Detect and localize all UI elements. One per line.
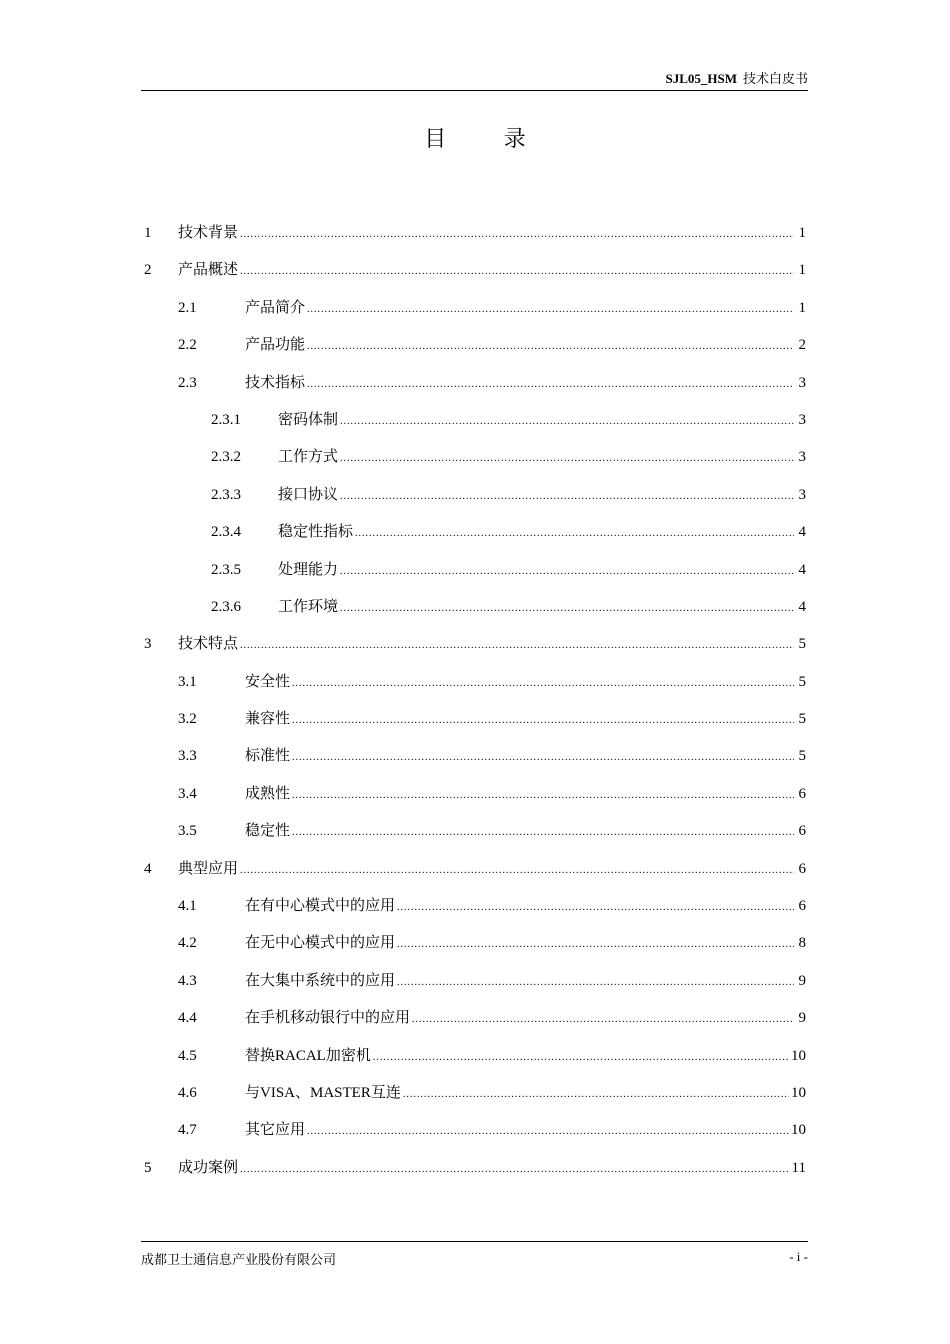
footer-company: 成都卫士通信息产业股份有限公司 — [141, 1252, 337, 1267]
toc-entry-label: 成功案例 — [178, 1159, 239, 1176]
toc-entry-label: 产品简介 — [245, 299, 306, 316]
toc-entry-leader — [307, 304, 794, 315]
toc-entry-page: 4 — [798, 598, 806, 615]
toc-entry-page: 9 — [798, 1010, 806, 1027]
toc-entry-label: 接口协议 — [278, 486, 339, 503]
toc-entry-label: 技术指标 — [245, 374, 306, 391]
toc-entry-page: 8 — [798, 935, 806, 952]
toc-entry-leader — [340, 603, 794, 614]
toc-entry[interactable] — [144, 670, 806, 707]
toc-entry-label: 在有中心模式中的应用 — [245, 898, 396, 915]
toc-entry-number: 3.3 — [178, 748, 197, 765]
toc-entry-number: 2.3 — [178, 374, 197, 391]
toc-entry-number: 1 — [144, 225, 152, 241]
toc-entry[interactable] — [144, 333, 806, 370]
toc-entry[interactable] — [144, 1044, 806, 1081]
toc-entry-label: 工作环境 — [278, 598, 339, 615]
toc-entry[interactable] — [144, 558, 806, 595]
toc-entry-page: 4 — [798, 561, 806, 578]
header-doc-title: 技术白皮书 — [742, 71, 808, 86]
toc-entry-page: 6 — [798, 860, 806, 877]
page-footer — [141, 1241, 808, 1268]
toc-entry-label: 技术特点 — [178, 636, 239, 653]
toc-entry-number: 3.5 — [178, 823, 197, 840]
toc-entry-label: 在大集中系统中的应用 — [245, 972, 396, 989]
toc-entry-page: 9 — [798, 972, 806, 989]
toc-entry[interactable] — [144, 931, 806, 968]
toc-entry[interactable] — [144, 520, 806, 557]
toc-entry-leader — [292, 752, 794, 763]
toc-entry-number: 4.2 — [178, 935, 197, 952]
toc-entry-leader — [373, 1052, 789, 1063]
toc-entry[interactable] — [144, 744, 806, 781]
toc-entry-leader — [397, 939, 794, 950]
toc-entry[interactable] — [144, 782, 806, 819]
toc-entry-label: 安全性 — [245, 673, 291, 690]
toc-entry[interactable] — [144, 595, 806, 632]
toc-entry-leader — [397, 977, 794, 988]
toc-entry-label: 稳定性指标 — [278, 524, 354, 541]
toc-entry-page: 2 — [798, 337, 806, 354]
toc-entry-page: 3 — [798, 374, 806, 391]
toc-entry-leader — [412, 1014, 794, 1025]
toc-entry[interactable] — [144, 1081, 806, 1118]
toc-entry-leader — [307, 1126, 789, 1137]
toc-entry-number: 4 — [144, 860, 152, 877]
toc-entry-leader — [292, 678, 794, 689]
toc-entry-leader — [240, 229, 794, 240]
toc-entry-leader — [340, 416, 794, 427]
toc-entry-number: 4.5 — [178, 1047, 197, 1064]
toc-entry-page: 3 — [798, 411, 806, 428]
toc-entry[interactable] — [144, 632, 806, 669]
toc-entry-leader — [240, 1164, 790, 1175]
toc-entry[interactable] — [144, 1156, 806, 1193]
toc-entry-number: 4.4 — [178, 1010, 197, 1027]
toc-entry-page: 4 — [798, 524, 806, 541]
toc-entry-page: 1 — [798, 299, 806, 316]
toc-entry[interactable] — [144, 707, 806, 744]
toc-entry-number: 4.1 — [178, 898, 197, 915]
toc-entry-page: 3 — [798, 486, 806, 503]
toc-entry-number: 4.7 — [178, 1122, 197, 1139]
toc-entry-leader — [397, 902, 794, 913]
toc-entry-number: 2.1 — [178, 299, 197, 316]
toc-entry[interactable] — [144, 1118, 806, 1155]
toc-entry-leader — [307, 379, 794, 390]
toc-entry-number: 2.3.6 — [211, 598, 241, 615]
toc-entry-label: 替换RACAL加密机 — [245, 1047, 371, 1064]
toc-entry-leader — [340, 453, 794, 464]
toc-entry[interactable] — [144, 296, 806, 333]
toc-entry-label: 产品概述 — [178, 262, 239, 279]
toc-entry[interactable] — [144, 857, 806, 894]
toc-entry-page: 3 — [798, 449, 806, 466]
toc-entry-number: 3.4 — [178, 785, 197, 802]
toc-entry-leader — [307, 341, 794, 352]
toc-entry-number: 2.2 — [178, 337, 197, 354]
toc-entry-leader — [292, 715, 794, 726]
table-of-contents — [144, 221, 806, 1193]
toc-entry-number: 2.3.3 — [211, 486, 241, 503]
toc-entry-page: 5 — [798, 673, 806, 690]
toc-entry-number: 2.3.5 — [211, 561, 241, 578]
toc-entry-label: 标准性 — [245, 748, 291, 765]
toc-entry-leader — [340, 566, 794, 577]
toc-entry-number: 4.6 — [178, 1084, 197, 1101]
toc-entry-label: 兼容性 — [245, 711, 291, 728]
toc-entry-page: 10 — [791, 1084, 806, 1101]
page-title: 目 录 — [424, 126, 552, 151]
page-header — [141, 72, 808, 91]
toc-entry-number: 5 — [144, 1159, 152, 1176]
toc-entry-label: 工作方式 — [278, 449, 339, 466]
toc-entry[interactable] — [144, 894, 806, 931]
toc-entry[interactable] — [144, 445, 806, 482]
toc-entry-label: 产品功能 — [245, 337, 306, 354]
toc-entry[interactable] — [144, 483, 806, 520]
toc-entry[interactable] — [144, 1006, 806, 1043]
toc-entry-leader — [355, 528, 794, 539]
toc-entry-number: 3 — [144, 636, 152, 653]
toc-entry-label: 成熟性 — [245, 785, 291, 802]
toc-entry-page: 6 — [798, 785, 806, 802]
toc-entry[interactable] — [144, 969, 806, 1006]
toc-entry[interactable] — [144, 371, 806, 408]
toc-entry-page: 6 — [798, 898, 806, 915]
toc-entry-number: 2.3.4 — [211, 524, 241, 541]
toc-entry-page: 1 — [798, 225, 806, 241]
toc-entry-number: 2.3.1 — [211, 411, 241, 428]
toc-entry-number: 4.3 — [178, 972, 197, 989]
toc-entry-label: 在无中心模式中的应用 — [245, 935, 396, 952]
toc-entry-number: 2.3.2 — [211, 449, 241, 466]
toc-entry-page: 5 — [798, 711, 806, 728]
toc-entry[interactable] — [144, 258, 806, 295]
footer-page-number: - i - — [789, 1249, 808, 1264]
toc-entry-label: 稳定性 — [245, 823, 291, 840]
toc-entry-label: 技术背景 — [178, 225, 239, 241]
toc-entry-number: 3.2 — [178, 711, 197, 728]
toc-entry-leader — [240, 640, 794, 651]
toc-entry-page: 10 — [791, 1047, 806, 1064]
toc-entry-label: 与VISA、MASTER互连 — [245, 1084, 401, 1101]
toc-entry-label: 在手机移动银行中的应用 — [245, 1010, 411, 1027]
toc-entry-page: 5 — [798, 748, 806, 765]
toc-entry[interactable] — [144, 819, 806, 856]
toc-entry-leader — [340, 491, 794, 502]
toc-entry-leader — [240, 266, 794, 277]
toc-entry-leader — [403, 1089, 789, 1100]
toc-entry-label: 其它应用 — [245, 1122, 306, 1139]
toc-entry-page: 11 — [791, 1159, 806, 1176]
toc-entry-number: 2 — [144, 262, 152, 279]
toc-entry-page: 1 — [798, 262, 806, 279]
header-doc-code: SJL05_HSM — [665, 71, 737, 86]
toc-entry[interactable] — [144, 221, 806, 258]
toc-entry-label: 典型应用 — [178, 860, 239, 877]
toc-entry-number: 3.1 — [178, 673, 197, 690]
toc-entry-page: 5 — [798, 636, 806, 653]
toc-entry-leader — [240, 865, 794, 876]
toc-entry-leader — [292, 790, 794, 801]
toc-entry-page: 6 — [798, 823, 806, 840]
toc-entry[interactable] — [144, 408, 806, 445]
toc-entry-label: 处理能力 — [278, 561, 339, 578]
toc-entry-label: 密码体制 — [278, 411, 339, 428]
toc-entry-leader — [292, 827, 794, 838]
toc-entry-page: 10 — [791, 1122, 806, 1139]
